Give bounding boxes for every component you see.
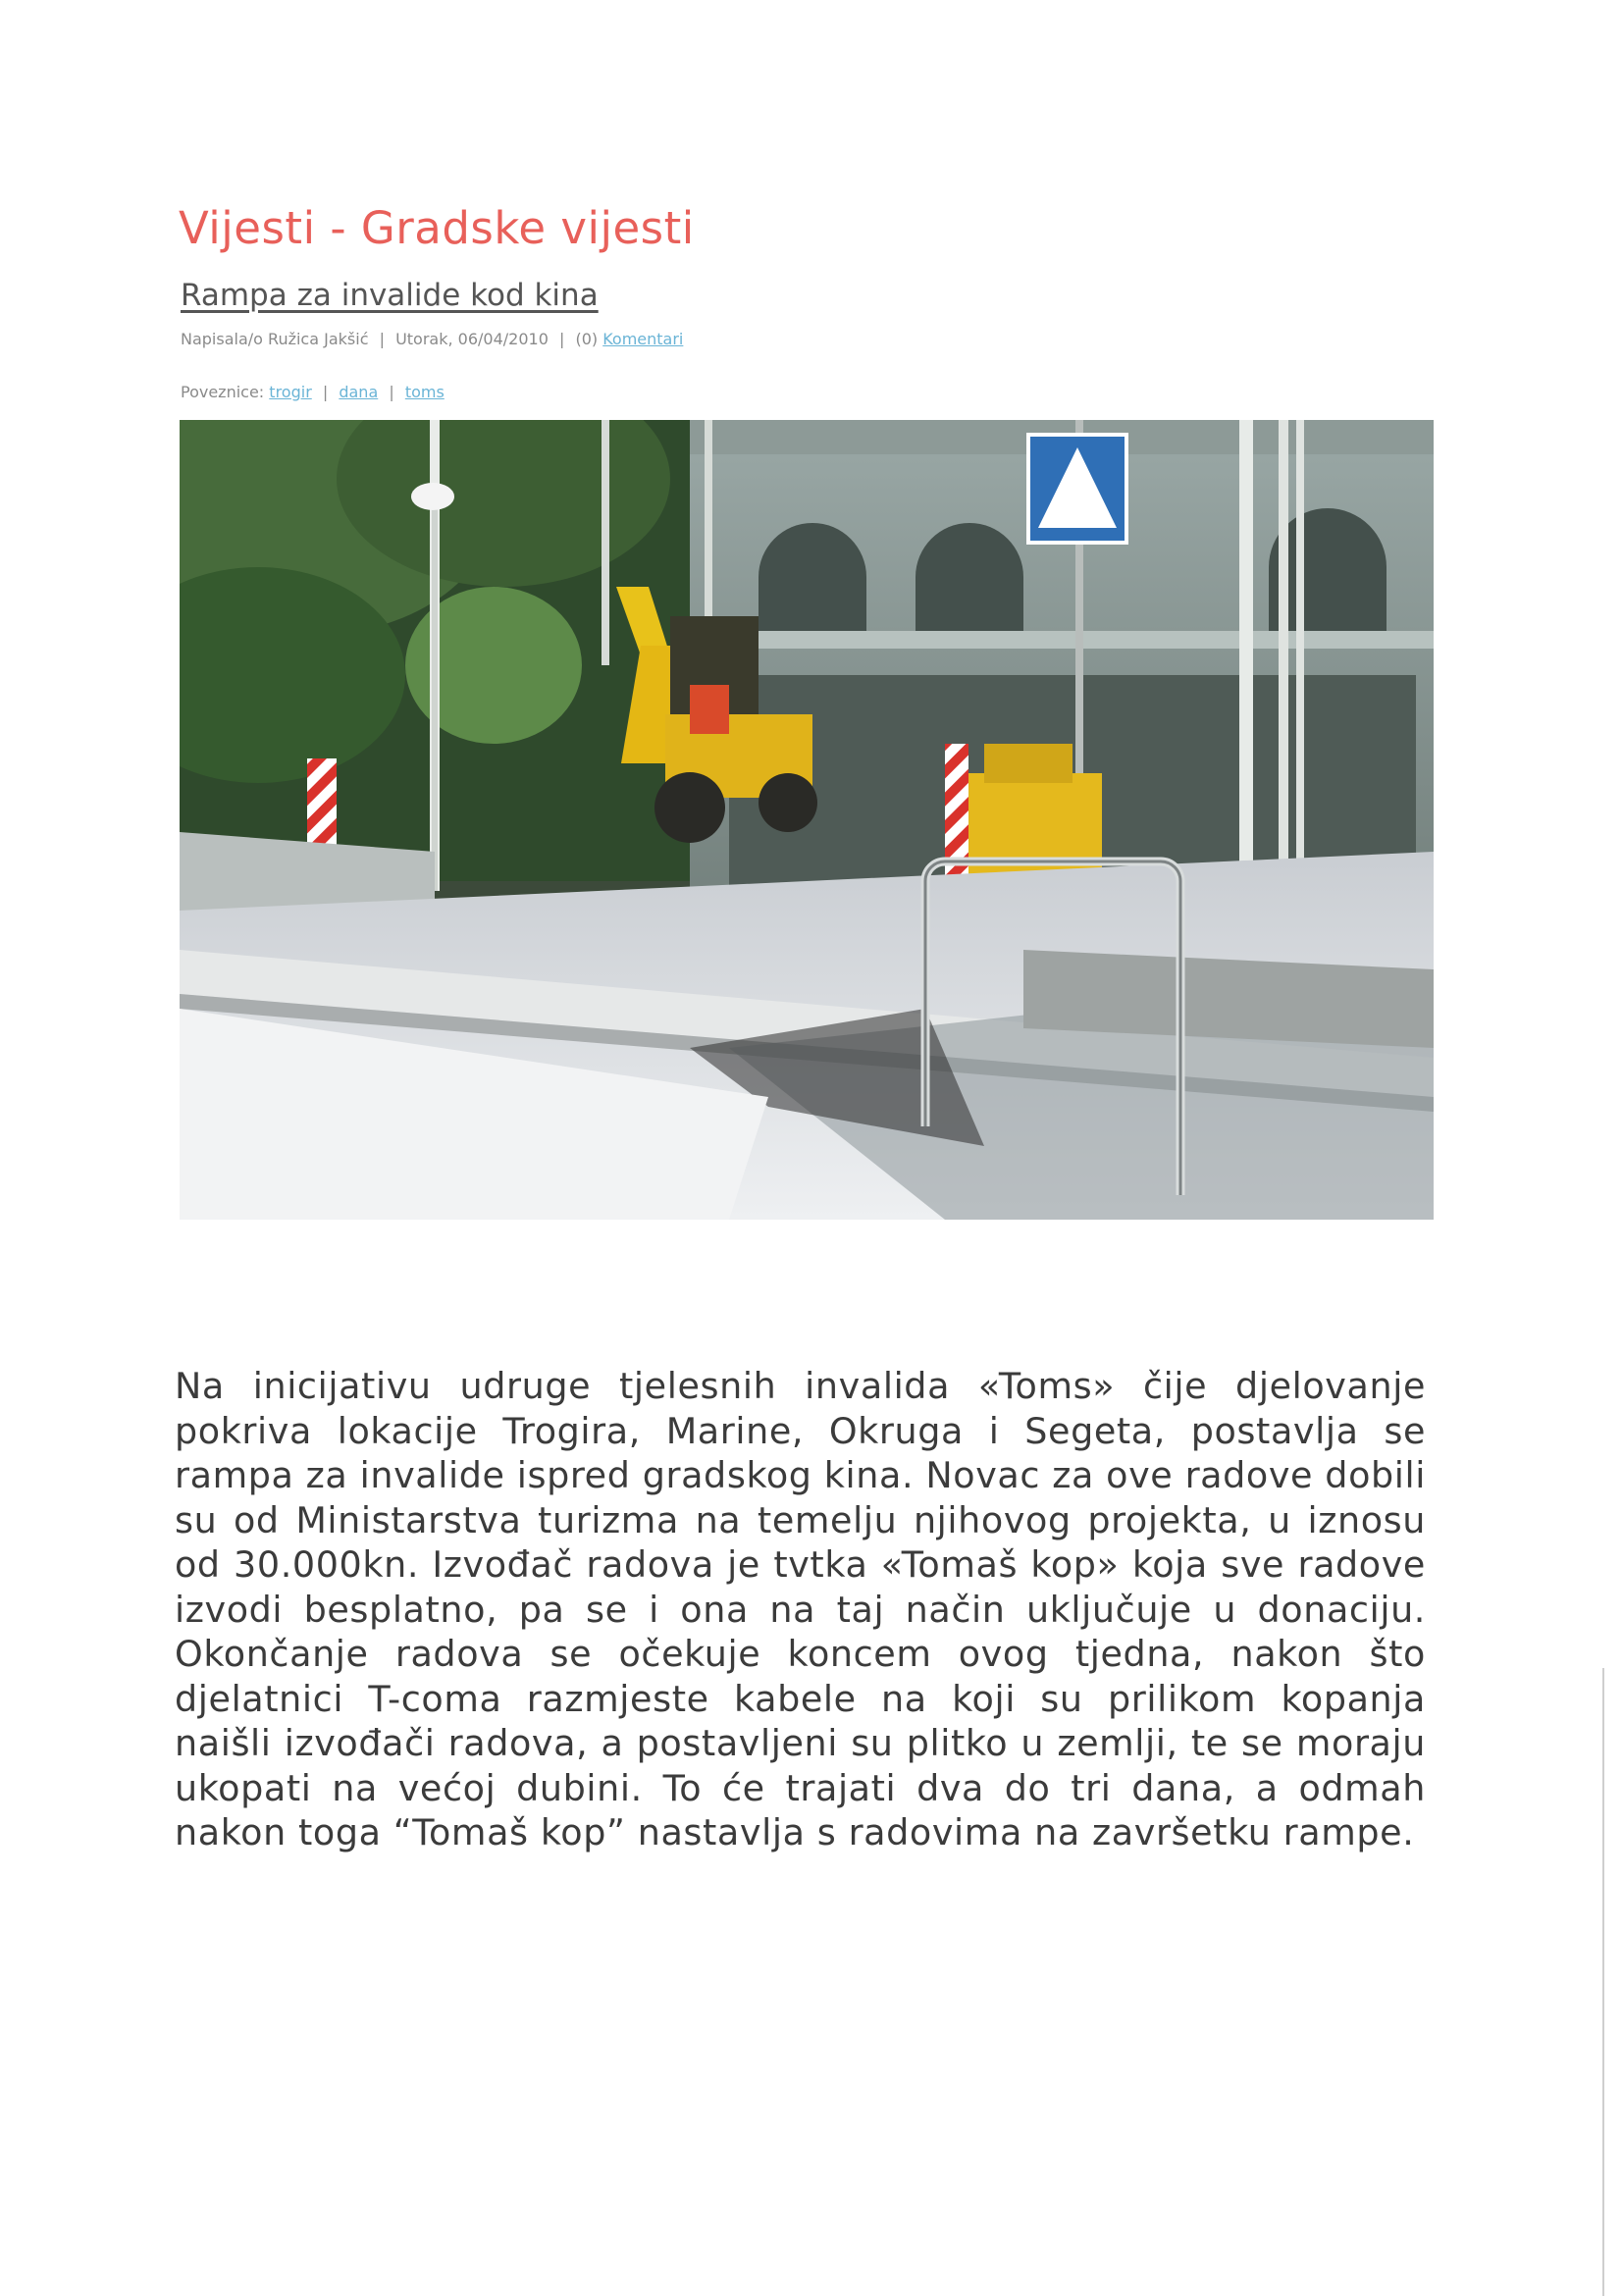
tag-link[interactable]: dana [339,383,379,401]
meta-separator: | [379,330,385,348]
article-date: Utorak, 06/04/2010 [395,330,549,348]
tags-label: Poveznice: [181,383,265,401]
article-body: Na inicijativu udruge tjelesnih invalida «Toms» čije djelovanje pokriva lokacije Trogira, Marine, Okruga i Segeta, postavlja se rampa za invalide ispred gradskog kina. Novac za ove radove dobili su od Ministarstva turizma na temelju njihovog projekta, u iznosu od 30.000kn. Izvođač radova je tvtka «Tomaš kop» koja sve radove izvodi besplatno, pa se i ona na taj način uključuje u donaciju. Okončanje radova se očekuje koncem ovog tjedna, nakon što djelatnici T-coma razmjeste kabele na koji su prilikom kopanja naišli izvođači radova, a postavljeni su plitko u zemlji, te se moraju ukopati na većoj dubini. To će trajati dva do tri dana, a odmah nakon toga “Tomaš kop” nastavlja s radovima na završetku rampe. [175,1365,1426,1853]
scan-edge-line [1602,1668,1604,2296]
article-tags [181,383,445,401]
tag-separator: | [322,383,329,401]
section-title: Vijesti - Gradske vijesti [179,202,695,254]
article-meta [181,330,683,348]
comments-link[interactable]: Komentari [602,330,684,348]
tag-separator: | [389,383,394,401]
author-name: Ružica Jakšić [268,330,369,348]
tag-link[interactable]: trogir [269,383,312,401]
meta-separator: | [558,330,565,348]
tag-link[interactable]: toms [404,383,445,401]
article-title[interactable]: Rampa za invalide kod kina [181,278,599,313]
article-photo [180,420,1434,1220]
author-prefix: Napisala/o [181,330,263,348]
comment-count: (0) [575,330,599,348]
